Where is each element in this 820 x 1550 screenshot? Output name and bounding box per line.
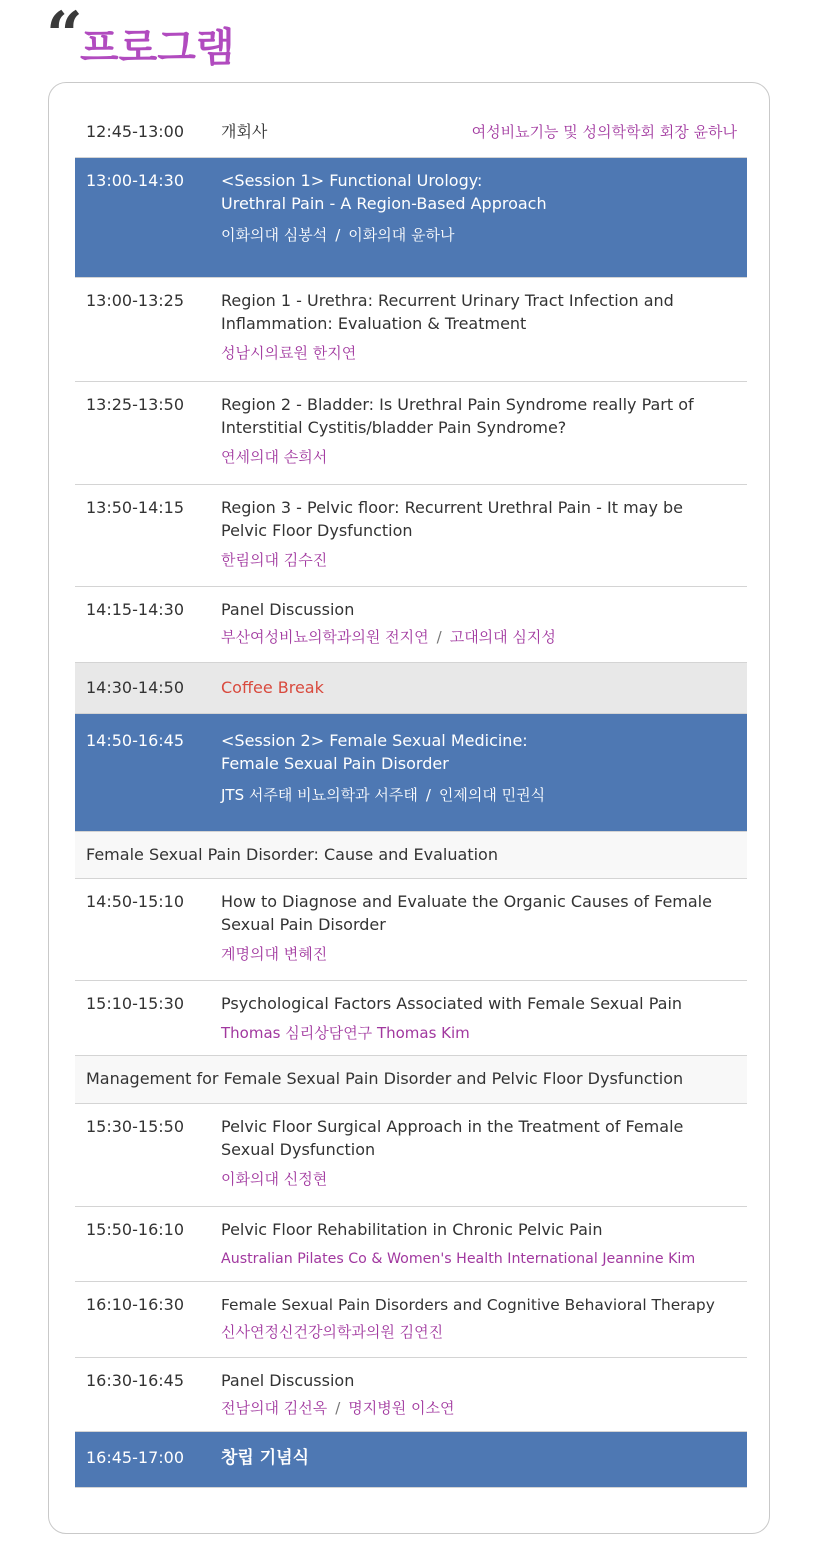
row-time: 12:45-13:00	[86, 122, 184, 141]
row-time: 13:00-13:25	[86, 291, 184, 310]
row-body	[221, 382, 747, 467]
session-header-2	[75, 714, 747, 832]
chair-2: 이화의대 윤하나	[348, 226, 455, 244]
row-title: Psychological Factors Associated with Female Sexual Pain	[221, 994, 683, 1013]
row-title: Pelvic Floor Rehabilitation in Chronic Pelvic Pain	[221, 1220, 603, 1239]
row-body	[221, 1282, 747, 1342]
row-speaker: 여성비뇨기능 및 성의학학회 회장 윤하나	[471, 123, 737, 141]
schedule-row-talk	[75, 981, 747, 1056]
session-body	[221, 158, 747, 245]
row-body	[221, 485, 747, 570]
row-title: Female Sexual Pain Disorders and Cognitive Behavioral Therapy	[221, 1296, 715, 1314]
row-body	[221, 1207, 747, 1269]
session-chairs	[221, 785, 743, 805]
separator: /	[335, 226, 341, 244]
subsection-title: Female Sexual Pain Disorder: Cause and Evaluation	[86, 845, 498, 864]
row-time: 16:45-17:00	[86, 1448, 184, 1467]
session-title-line1: <Session 1> Functional Urology:	[221, 171, 483, 190]
schedule-row-talk	[75, 278, 747, 382]
page-title: 프로그램	[80, 25, 235, 71]
quote-mark-icon: “	[46, 0, 83, 73]
speaker-1: 부산여성비뇨의학과의원 전지연	[221, 628, 429, 646]
row-title-line1: How to Diagnose and Evaluate the Organic Causes of Female	[221, 892, 712, 911]
schedule-row-panel	[75, 587, 747, 663]
row-time: 15:30-15:50	[86, 1117, 184, 1136]
row-body	[221, 587, 747, 647]
row-speaker: 연세의대 손희서	[221, 448, 328, 466]
program-card	[48, 82, 770, 1534]
row-title-line2: Interstitial Cystitis/bladder Pain Syndrome?	[221, 418, 567, 437]
row-title-line1: Region 3 - Pelvic floor: Recurrent Urethral Pain - It may be	[221, 498, 684, 517]
session-time: 13:00-14:30	[86, 171, 184, 190]
row-time: 16:10-16:30	[86, 1295, 184, 1314]
row-title-line1: Region 2 - Bladder: Is Urethral Pain Syndrome really Part of	[221, 395, 694, 414]
schedule-row-talk	[75, 879, 747, 981]
session-header-1	[75, 158, 747, 278]
session-chairs	[221, 225, 743, 245]
row-title: Coffee Break	[221, 678, 324, 697]
row-time: 13:25-13:50	[86, 395, 184, 414]
row-time: 16:30-16:45	[86, 1371, 184, 1390]
schedule-row-talk	[75, 1207, 747, 1282]
row-title: Panel Discussion	[221, 1371, 355, 1390]
row-time: 13:50-14:15	[86, 498, 184, 517]
schedule-row-coffee-break	[75, 663, 747, 714]
row-title-line2: Inflammation: Evaluation & Treatment	[221, 314, 527, 333]
row-speaker: 이화의대 신정현	[221, 1170, 328, 1188]
separator: /	[335, 1399, 341, 1417]
row-title: 개회사	[221, 122, 268, 141]
row-title-line2: Pelvic Floor Dysfunction	[221, 521, 413, 540]
session-time: 14:50-16:45	[86, 731, 184, 750]
row-time: 15:50-16:10	[86, 1220, 184, 1239]
row-speaker: 신사연정신건강의학과의원 김연진	[221, 1323, 444, 1341]
row-body	[221, 278, 747, 363]
row-title-line2: Sexual Pain Disorder	[221, 915, 386, 934]
row-speakers	[221, 1398, 743, 1418]
speaker-1: 전남의대 김선옥	[221, 1399, 328, 1417]
speaker-2: 고대의대 심지성	[449, 628, 556, 646]
subsection-title: Management for Female Sexual Pain Disorder and Pelvic Floor Dysfunction	[86, 1069, 684, 1088]
row-body	[221, 1104, 747, 1189]
schedule-row-talk	[75, 1282, 747, 1358]
row-body	[221, 981, 747, 1043]
subsection-header	[75, 1056, 747, 1104]
separator: /	[425, 786, 431, 804]
row-time: 15:10-15:30	[86, 994, 184, 1013]
session-title-line1: <Session 2> Female Sexual Medicine:	[221, 731, 528, 750]
row-speaker: 계명의대 변혜진	[221, 945, 328, 963]
row-title: Panel Discussion	[221, 600, 355, 619]
chair-2: 인제의대 민권식	[438, 786, 546, 804]
row-body	[221, 1358, 747, 1418]
row-title-line1: Region 1 - Urethra: Recurrent Urinary Tract Infection and	[221, 291, 674, 310]
session-title-line2: Female Sexual Pain Disorder	[221, 754, 449, 773]
row-body	[221, 1432, 747, 1471]
row-speaker: Thomas 심리상담연구 Thomas Kim	[221, 1024, 470, 1042]
session-title-line2: Urethral Pain - A Region-Based Approach	[221, 194, 547, 213]
chair-1: 이화의대 심봉석	[221, 226, 328, 244]
session-body	[221, 714, 747, 805]
row-speaker: Australian Pilates Co & Women's Health International Jeannine Kim	[221, 1251, 696, 1267]
schedule-row-talk	[75, 1104, 747, 1207]
row-speaker: 한림의대 김수진	[221, 551, 328, 569]
schedule-row-closing	[75, 1432, 747, 1488]
program-schedule	[75, 109, 747, 1488]
row-speakers	[221, 627, 743, 647]
separator: /	[436, 628, 442, 646]
row-title-line2: Sexual Dysfunction	[221, 1140, 376, 1159]
row-time: 14:30-14:50	[86, 678, 184, 697]
speaker-2: 명지병원 이소연	[348, 1399, 455, 1417]
row-time: 14:15-14:30	[86, 600, 184, 619]
chair-1: JTS 서주태 비뇨의학과 서주태	[221, 786, 418, 804]
schedule-row-talk	[75, 485, 747, 587]
row-title-line1: Pelvic Floor Surgical Approach in the Treatment of Female	[221, 1117, 684, 1136]
row-body	[221, 663, 747, 701]
subsection-header	[75, 832, 747, 879]
row-body	[221, 879, 747, 964]
schedule-row-panel	[75, 1358, 747, 1432]
row-speaker: 성남시의료원 한지연	[221, 344, 357, 362]
schedule-row-opening	[75, 109, 747, 158]
row-title: 창립 기념식	[221, 1448, 310, 1468]
row-time: 14:50-15:10	[86, 892, 184, 911]
schedule-row-talk	[75, 382, 747, 485]
